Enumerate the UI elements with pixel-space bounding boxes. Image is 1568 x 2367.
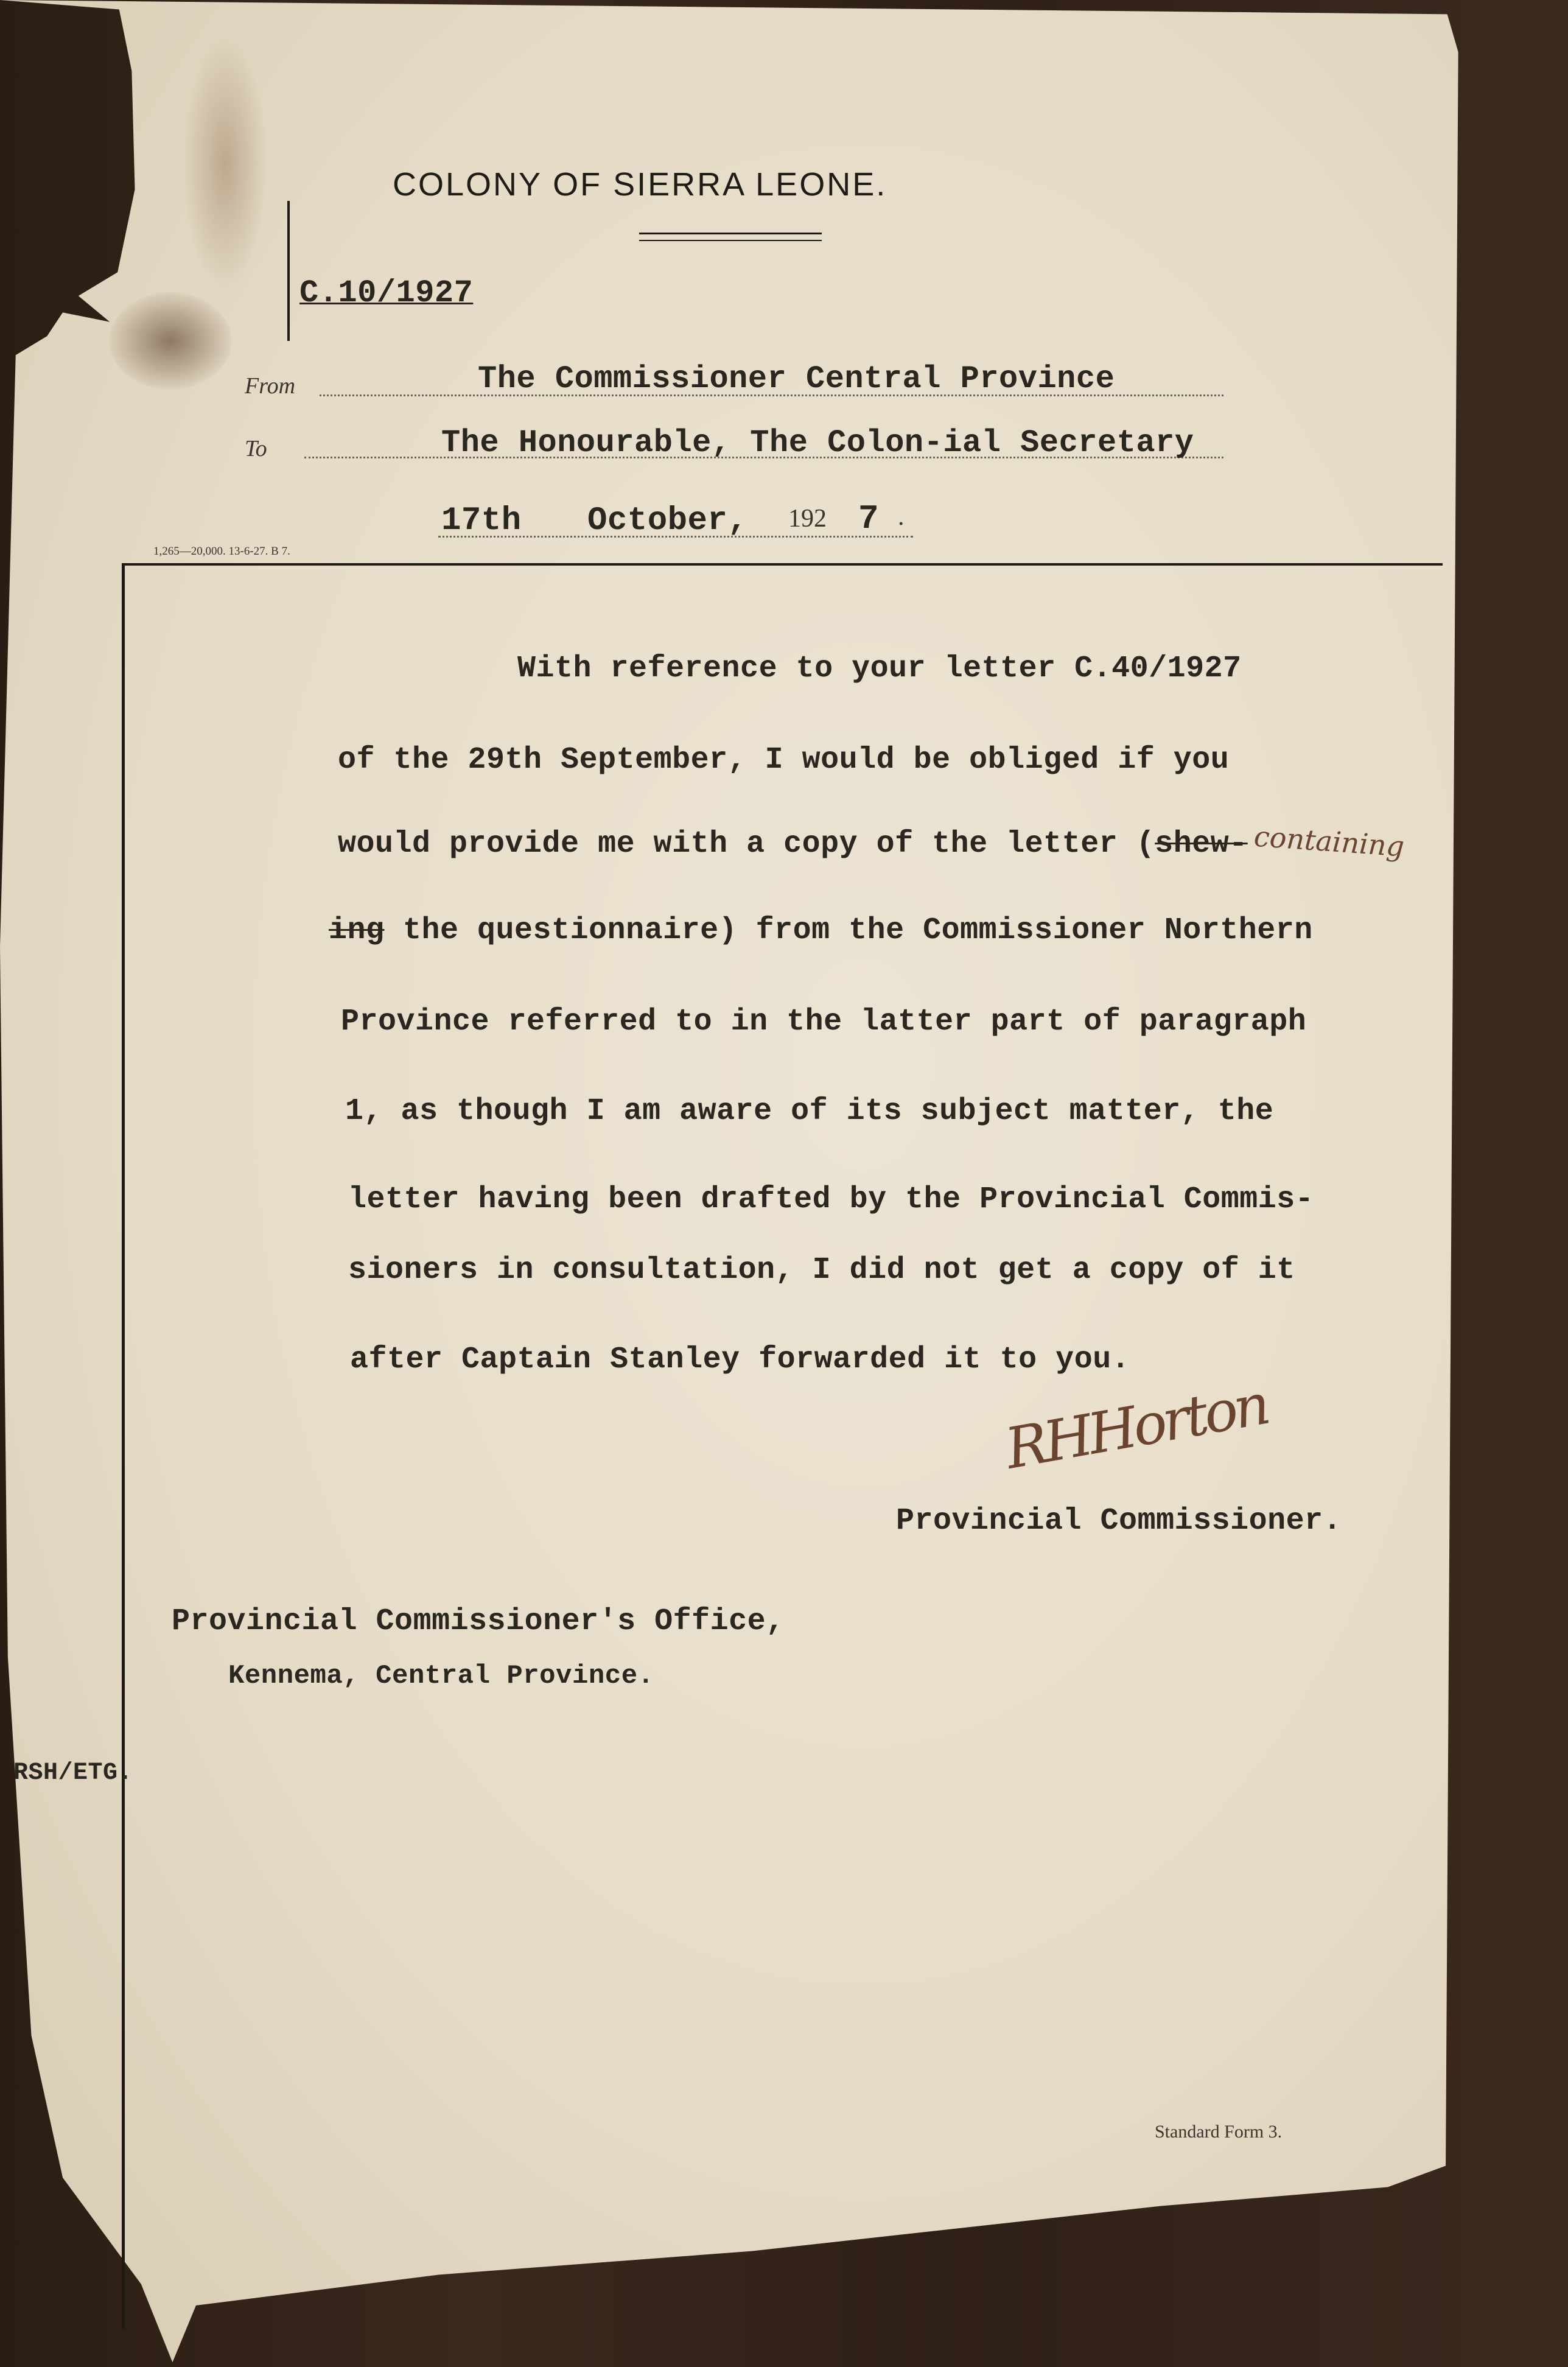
heading-underline-2 — [639, 240, 822, 241]
date-end: . — [898, 503, 905, 531]
date-year-typed: 7 — [858, 499, 880, 538]
stain-mark — [183, 37, 268, 292]
struck-word-1: shew- — [1155, 827, 1248, 861]
heading-underline-1 — [639, 233, 822, 234]
struck-word-2: ing — [329, 913, 385, 948]
body-line-7: letter having been drafted by the Provincial Commis- — [348, 1182, 1314, 1217]
body-line-8: sioners in consultation, I did not get a copy of it — [348, 1253, 1295, 1288]
standard-form-label: Standard Form 3. — [1155, 2122, 1283, 2142]
form-top-rule — [122, 563, 1443, 566]
date-month: October, — [587, 502, 748, 539]
office-line-2: Kennema, Central Province. — [228, 1661, 654, 1691]
body-line-4 — [329, 913, 1313, 948]
body-line-9: after Captain Stanley forwarded it to you. — [350, 1342, 1130, 1377]
from-value: The Commissioner Central Province — [478, 361, 1115, 397]
print-code: 1,265—20,000. 13-6-27. B 7. — [153, 545, 290, 558]
to-value: The Honourable, The Colon-ial Secretary — [441, 425, 1194, 461]
burn-mark — [110, 292, 231, 390]
body-line-4-text: the questionnaire) from the Commissioner Northern — [384, 913, 1313, 948]
form-left-rule — [122, 563, 125, 2329]
reference-number: C.10/1927 — [299, 275, 474, 311]
handwritten-correction: containing — [1253, 819, 1405, 863]
initials: RSH/ETG. — [13, 1759, 133, 1787]
reference-vertical-rule — [287, 201, 290, 341]
from-label: From — [245, 373, 296, 399]
to-label: To — [245, 436, 267, 461]
date-day: 17th — [441, 502, 522, 539]
colony-heading: COLONY OF SIERRA LEONE. — [393, 166, 887, 203]
body-line-5: Province referred to in the latter part of paragraph — [341, 1005, 1307, 1039]
body-line-2: of the 29th September, I would be obliged if you — [338, 743, 1230, 777]
body-line-1: With reference to your letter C.40/1927 — [517, 651, 1242, 686]
signature: RHHorton — [1000, 1372, 1272, 1482]
body-line-6: 1, as though I am aware of its subject matter, the — [345, 1094, 1274, 1129]
signature-title: Provincial Commissioner. — [896, 1504, 1342, 1538]
office-line-1: Provincial Commissioner's Office, — [172, 1604, 785, 1639]
body-line-3-text: would provide me with a copy of the letter ( — [338, 827, 1155, 861]
body-line-3 — [338, 827, 1248, 861]
date-year-printed: 192 — [788, 505, 827, 533]
